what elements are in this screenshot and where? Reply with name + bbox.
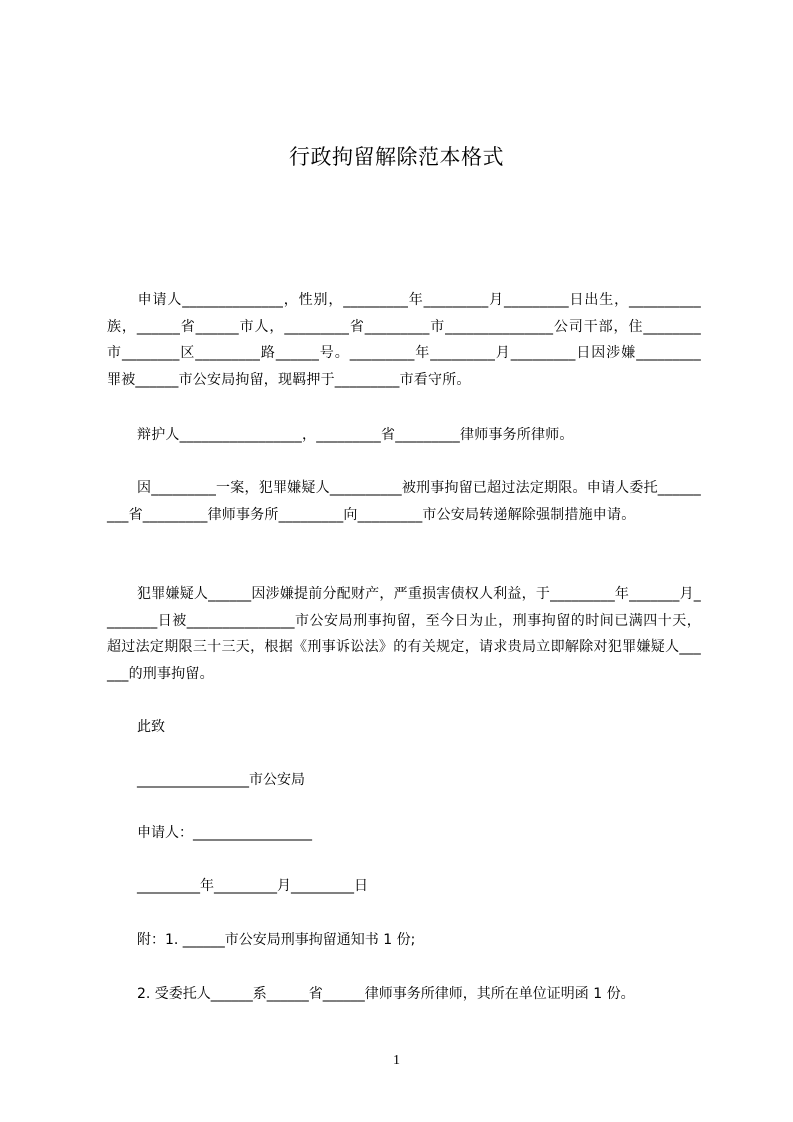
attachment-item-2: 2. 受委托人______系______省______律师事务所律师，其所在单位证明函 1 份。: [137, 986, 635, 1002]
recipient-line: ________________市公安局: [137, 772, 305, 788]
document-title: 行政拘留解除范本格式: [289, 145, 504, 169]
page-number: 1: [393, 1053, 400, 1068]
date-line: _________年_________月_________日: [137, 878, 368, 894]
paragraph-request-text: 犯罪嫌疑人______因涉嫌提前分配财产，严重损害债权人利益，于_________年_______月________日被_______________市公安局刑事拘留，至今日为止，刑事拘留的时间已满四十天，超过法定期限三十三天，根据《刑事诉讼法》的有关规定，请求贵局立即解除对犯罪嫌疑人______的刑事拘留。: [107, 586, 701, 682]
paragraph-case-info-text: 因_________一案，犯罪嫌疑人__________被刑事拘留已超过法定期限。申请人委托_________省_________律师事务所_________向_________市公安局转递解除强制措施申请。: [107, 480, 701, 523]
attachment-item-1: 附：1. ______市公安局刑事拘留通知书 1 份;: [137, 932, 416, 948]
salutation: 此致: [137, 719, 165, 735]
paragraph-defender-info: [107, 422, 701, 449]
paragraph-defender-info-text: 辩护人_________________，_________省_________律师事务所律师。: [137, 427, 574, 443]
paragraph-request: [107, 581, 701, 687]
paragraph-applicant-info: [107, 287, 701, 393]
paragraph-applicant-info-text: 申请人______________，性别，_________年_________月_________日出生，__________族，______省______市人，_________省_________市_______________公司干部，住________市________区_________路______号。_________年_________月_________日因涉嫌_________罪被______市公安局拘留，现羁押于_________市看守所。: [107, 292, 701, 388]
applicant-signature-line: 申请人：_________________: [137, 825, 312, 841]
paragraph-case-info: [107, 475, 701, 528]
